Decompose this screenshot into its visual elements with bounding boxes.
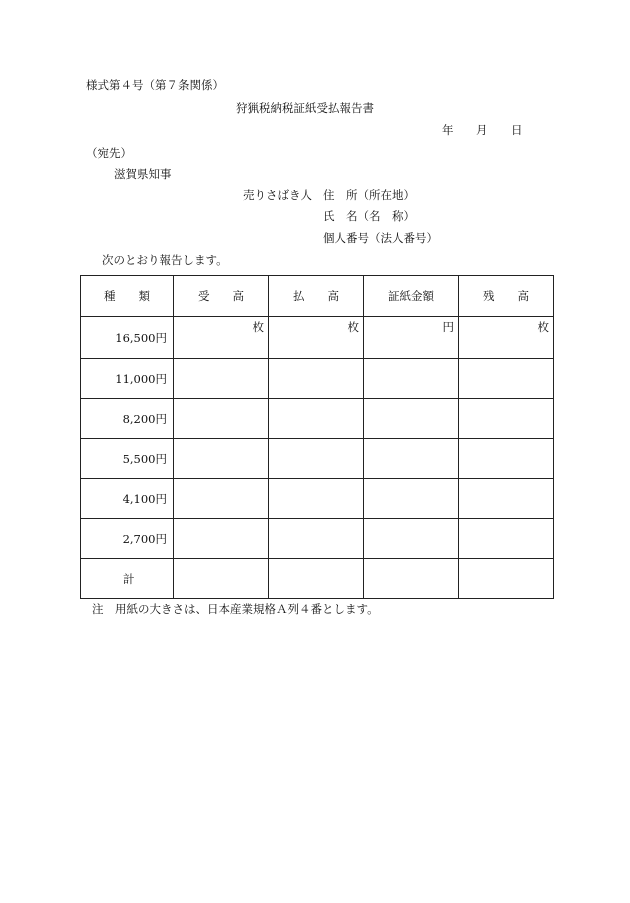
- total-label: 計: [81, 559, 174, 599]
- header-type: 種 類: [81, 276, 174, 317]
- document-title: 狩猟税納税証紙受払報告書: [236, 101, 374, 115]
- addressee: 滋賀県知事: [114, 167, 172, 181]
- received-cell[interactable]: [174, 479, 269, 519]
- paid-cell[interactable]: [269, 317, 364, 359]
- paid-cell[interactable]: [269, 439, 364, 479]
- intro-text: 次のとおり報告します。: [102, 253, 228, 267]
- table-total-row: [81, 559, 554, 599]
- date-day-label: 日: [511, 123, 523, 137]
- footnote: 注 用紙の大きさは、日本産業規格Ａ列４番とします。: [92, 602, 379, 616]
- header-balance: 残 高: [459, 276, 554, 317]
- date-month-label: 月: [476, 123, 488, 137]
- balance-total-cell[interactable]: [459, 559, 554, 599]
- unit-label: 枚: [347, 320, 359, 334]
- denomination-cell: 4,100円: [81, 479, 174, 519]
- denomination-cell: 8,200円: [81, 399, 174, 439]
- balance-cell[interactable]: [459, 359, 554, 399]
- table-row: [81, 317, 554, 359]
- table-header-row: [81, 276, 554, 317]
- table-row: [81, 439, 554, 479]
- seller-address-field: 住 所（所在地）: [323, 188, 415, 202]
- seller-id-number-field: 個人番号（法人番号）: [323, 231, 438, 245]
- denomination-cell: 2,700円: [81, 519, 174, 559]
- received-cell[interactable]: [174, 359, 269, 399]
- addressee-note: （宛先）: [86, 146, 132, 160]
- balance-cell[interactable]: [459, 479, 554, 519]
- denomination-cell: 11,000円: [81, 359, 174, 399]
- stamp-amount-cell[interactable]: [364, 519, 459, 559]
- table-row: [81, 479, 554, 519]
- table-row: [81, 399, 554, 439]
- received-total-cell[interactable]: [174, 559, 269, 599]
- header-paid: 払 高: [269, 276, 364, 317]
- balance-cell[interactable]: [459, 399, 554, 439]
- seller-name-field: 氏 名（名 称）: [323, 209, 415, 223]
- unit-label: 枚: [537, 320, 549, 334]
- balance-cell[interactable]: [459, 519, 554, 559]
- unit-label: 枚: [252, 320, 264, 334]
- date-year-label: 年: [442, 123, 454, 137]
- paid-total-cell[interactable]: [269, 559, 364, 599]
- received-cell[interactable]: [174, 519, 269, 559]
- report-table: [80, 275, 554, 599]
- header-received: 受 高: [174, 276, 269, 317]
- table-row: [81, 519, 554, 559]
- stamp-amount-cell[interactable]: [364, 317, 459, 359]
- paid-cell[interactable]: [269, 479, 364, 519]
- stamp-amount-cell[interactable]: [364, 439, 459, 479]
- denomination-cell: 5,500円: [81, 439, 174, 479]
- form-number: 様式第４号（第７条関係）: [86, 78, 224, 92]
- denomination-cell: 16,500円: [81, 317, 174, 359]
- paid-cell[interactable]: [269, 359, 364, 399]
- table-row: [81, 359, 554, 399]
- seller-label: 売りさばき人: [243, 188, 312, 202]
- received-cell[interactable]: [174, 399, 269, 439]
- stamp-amount-total-cell[interactable]: [364, 559, 459, 599]
- header-stamp-amount: 証紙金額: [364, 276, 459, 317]
- balance-cell[interactable]: [459, 439, 554, 479]
- balance-cell[interactable]: [459, 317, 554, 359]
- paid-cell[interactable]: [269, 519, 364, 559]
- stamp-amount-cell[interactable]: [364, 359, 459, 399]
- stamp-amount-cell[interactable]: [364, 479, 459, 519]
- paid-cell[interactable]: [269, 399, 364, 439]
- stamp-amount-cell[interactable]: [364, 399, 459, 439]
- unit-label: 円: [442, 320, 454, 334]
- received-cell[interactable]: [174, 439, 269, 479]
- received-cell[interactable]: [174, 317, 269, 359]
